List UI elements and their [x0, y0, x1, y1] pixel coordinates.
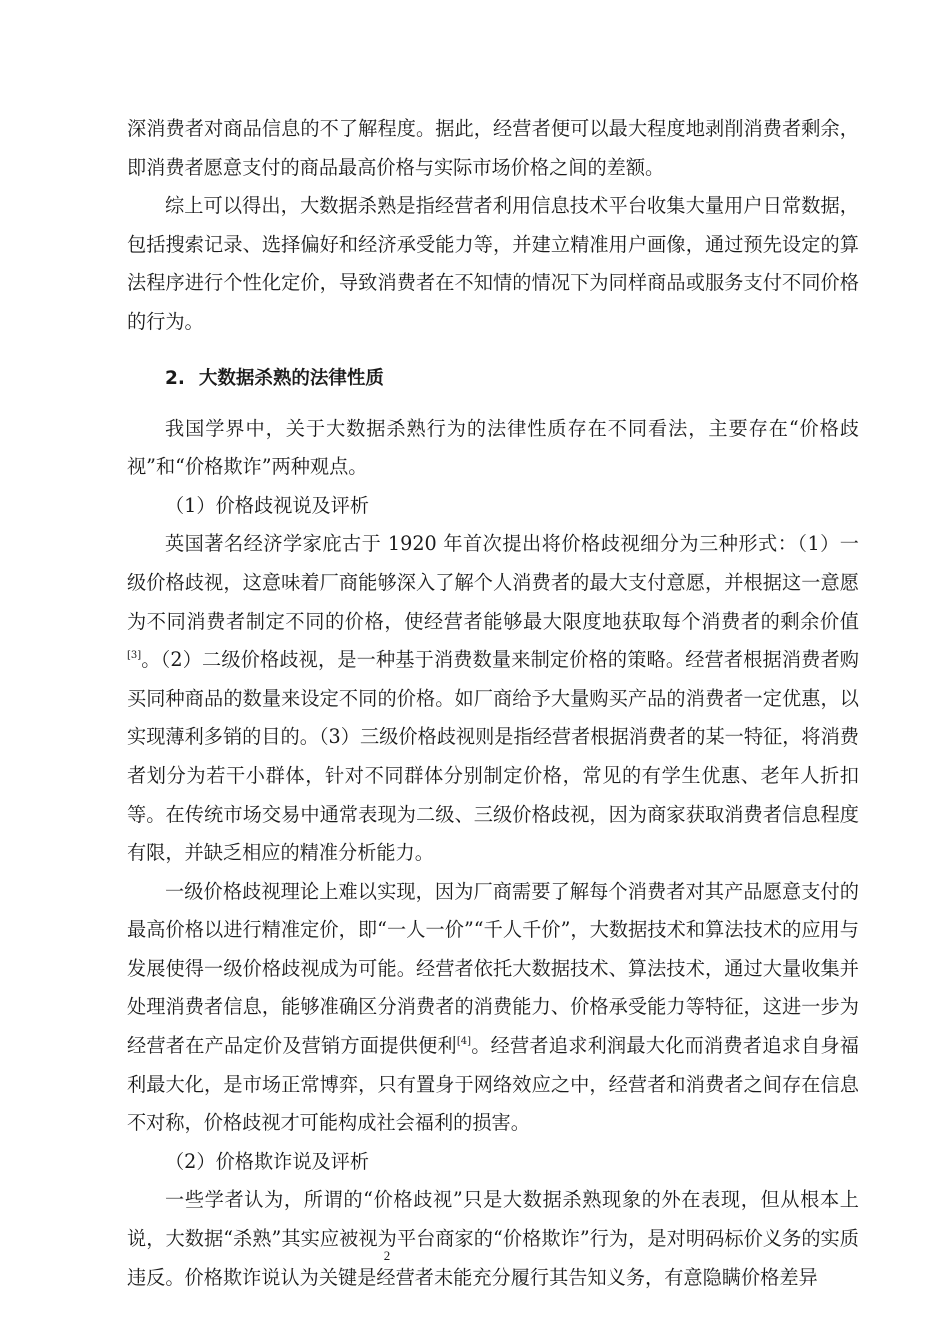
- subheading-price-discrimination: （1）价格歧视说及评析: [165, 493, 370, 517]
- paragraph-pigou-text-b: 。（2）二级价格歧视，是一种基于消费数量来制定价格的策略。经营者根据消费者购买同种商品的数量来设定不同的价格。如厂商给予大量购买产品的消费者一定优惠，以实现薄利多销的目的。（3）三级价格歧视则是指经营者根据消费者的某一特征，将消费者划分为若干小群体，针对不同群体分别制定价格，常见的有学生优惠、老年人折扣等。在传统市场交易中通常表现为二级、三级价格歧视，因为商家获取消费者信息程度有限，并缺乏相应的精准分析能力。: [127, 648, 859, 865]
- section-heading-text: 大数据杀熟的法律性质: [198, 367, 384, 389]
- paragraph-first-degree: [127, 873, 859, 1143]
- citation-ref-4[interactable]: [4]: [456, 1036, 471, 1048]
- paragraph-price-fraud: 一些学者认为，所谓的“价格歧视”只是大数据杀熟现象的外在表现，但从根本上说，大数据“杀熟”其实应被视为平台商家的“价格欺诈”行为，是对明码标价义务的实质违反。价格欺诈说认为关键是经营者未能充分履行其告知义务，有意隐瞒价格差异: [127, 1188, 859, 1289]
- paragraph-pigou-theory: [127, 525, 859, 872]
- paragraph-pigou-text-a: 英国著名经济学家庇古于 1920 年首次提出将价格歧视细分为三种形式：（1）一级价格歧视，这意味着厂商能够深入了解个人消费者的最大支付意愿，并根据这一意愿为不同消费者制定不同的价格，使经营者能够最大限度地获取每个消费者的剩余价值: [127, 532, 859, 633]
- citation-ref-3[interactable]: [3]: [127, 650, 142, 662]
- document-body: [127, 110, 859, 1297]
- paragraph-continuation: 深消费者对商品信息的不了解程度。据此，经营者便可以最大程度地剥削消费者剩余，即消费者愿意支付的商品最高价格与实际市场价格之间的差额。: [127, 117, 859, 179]
- section-heading: [165, 360, 859, 398]
- subheading-price-fraud: （2）价格欺诈说及评析: [165, 1149, 370, 1173]
- section-heading-number: 2.: [165, 367, 185, 389]
- paragraph-first-degree-text-b: 。经营者追求利润最大化而消费者追求自身福利最大化，是市场正常博弈，只有置身于网络效应之中，经营者和消费者之间存在信息不对称，价格歧视才可能构成社会福利的损害。: [127, 1034, 859, 1135]
- paragraph-first-degree-text-a: 一级价格歧视理论上难以实现，因为厂商需要了解每个消费者对其产品愿意支付的最高价格以进行精准定价，即“一人一价”“千人千价”，大数据技术和算法技术的应用与发展使得一级价格歧视成为可能。经营者依托大数据技术、算法技术，通过大量收集并处理消费者信息，能够准确区分消费者的消费能力、价格承受能力等特征，这进一步为经营者在产品定价及营销方面提供便利: [127, 879, 859, 1058]
- paragraph-definition-summary: 综上可以得出，大数据杀熟是指经营者利用信息技术平台收集大量用户日常数据，包括搜索记录、选择偏好和经济承受能力等，并建立精准用户画像，通过预先设定的算法程序进行个性化定价，导致消费者在不知情的情况下为同样商品或服务支付不同价格的行为。: [127, 194, 859, 333]
- paragraph-views-intro: 我国学界中，关于大数据杀熟行为的法律性质存在不同看法，主要存在“价格歧视”和“价格欺诈”两种观点。: [127, 416, 859, 479]
- page-number: 2: [383, 1248, 391, 1263]
